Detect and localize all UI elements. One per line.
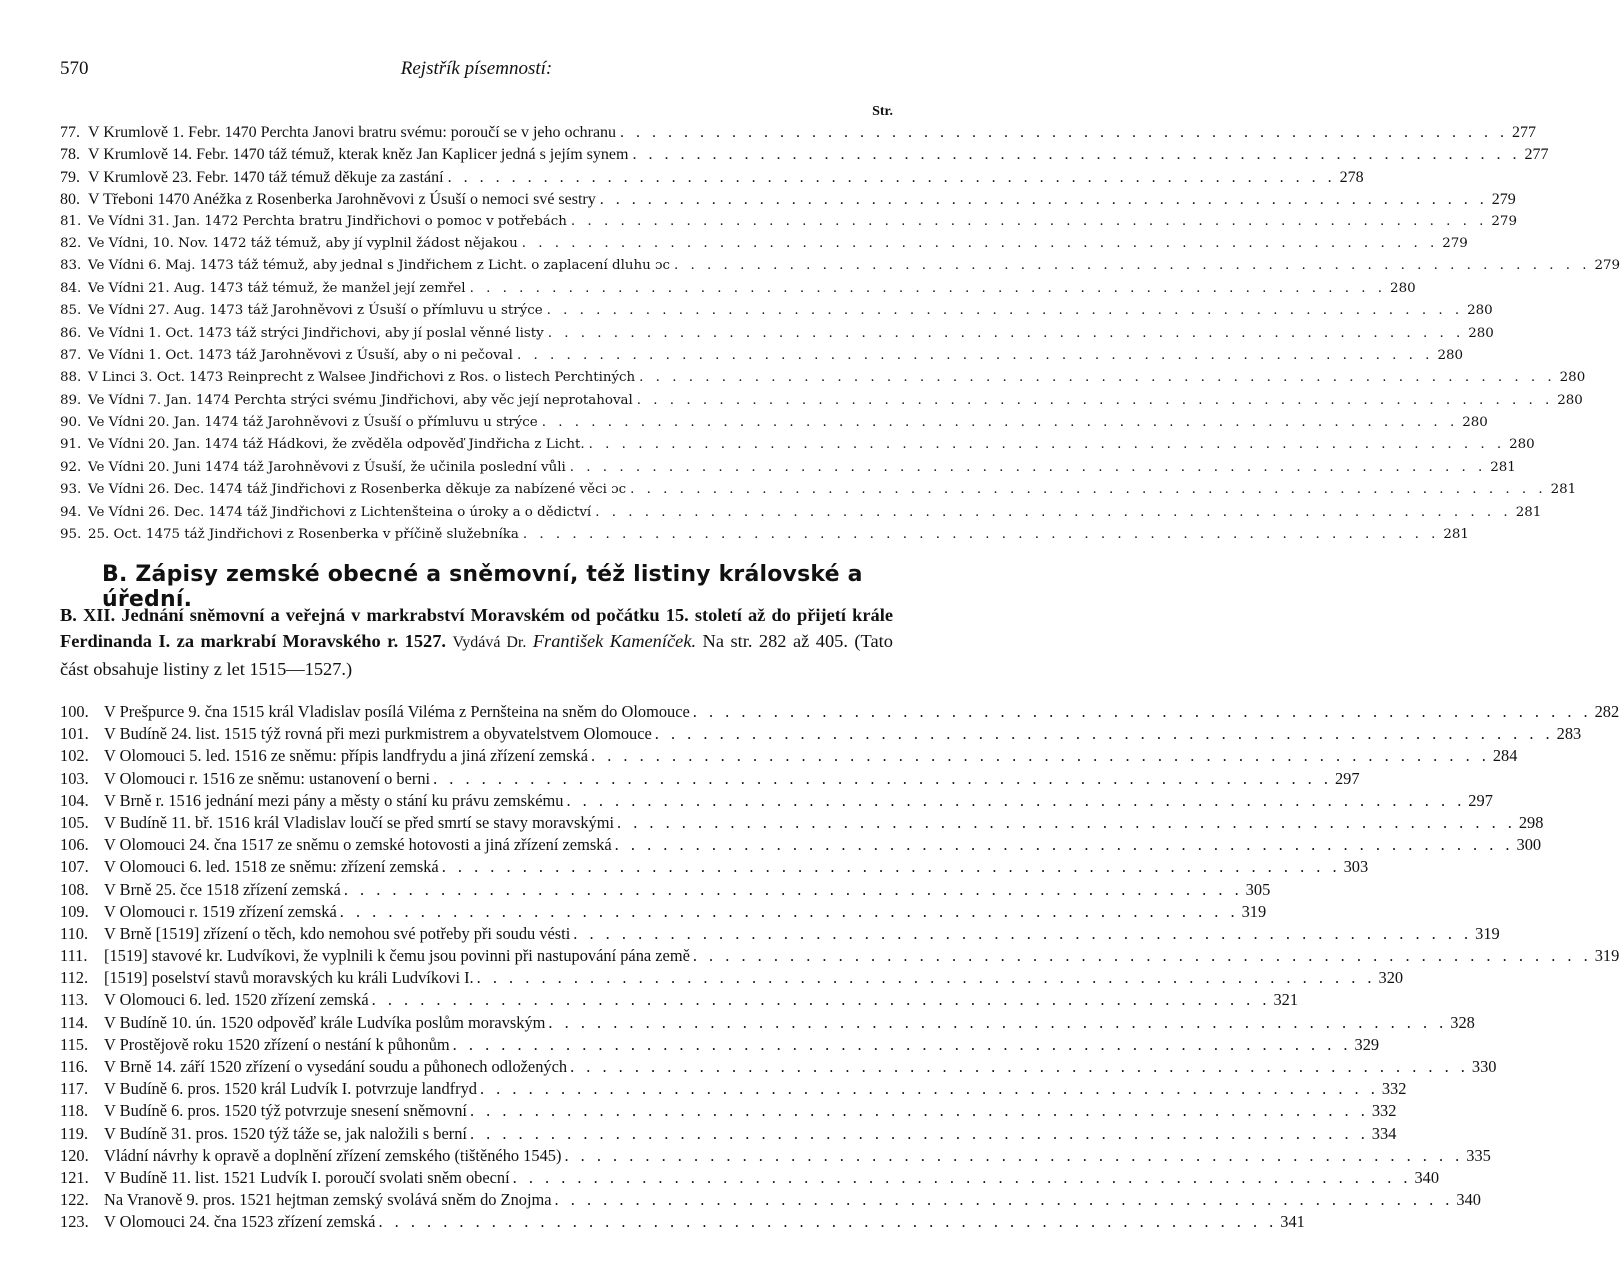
entry-number: 88. [60, 370, 82, 386]
entry-number: 102. [60, 746, 89, 766]
entry-text: V Krumlově 1. Febr. 1470 Perchta Janovi bratru svému: poroučí se v jeho ochranu [88, 124, 617, 141]
entry-text: V Budíně 11. bř. 1516 král Vladislav loučí se před smrtí se stavy moravskými [104, 812, 615, 832]
register-entry [60, 527, 1469, 549]
register-entry [60, 213, 1517, 236]
leader-dots: . . . . . . . . . . . . . . . . . . . . . . . . . . . . . . . . . . . . . . . . . . . . . . . . . . . . . . . . [516, 347, 1434, 363]
entry-number: 86. [60, 325, 82, 341]
entry-page: 334 [1371, 1123, 1397, 1143]
entry-text: V Olomouci r. 1519 zřízení zemská [104, 901, 337, 921]
register-entry [60, 990, 1299, 1012]
entry-number: 114. [60, 1012, 89, 1032]
entry-text: V Brně 25. čce 1518 zřízení zemská [104, 879, 341, 899]
leader-dots: . . . . . . . . . . . . . . . . . . . . . . . . . . . . . . . . . . . . . . . . . . . . . . . . . . . . . . . . [512, 1167, 1412, 1187]
leader-dots: . . . . . . . . . . . . . . . . . . . . . . . . . . . . . . . . . . . . . . . . . . . . . . . . . . . . . . . . [433, 768, 1332, 788]
entry-text: V Budíně 6. pros. 1520 král Ludvík I. potvrzuje landfryd [104, 1079, 477, 1099]
leader-dots: . . . . . . . . . . . . . . . . . . . . . . . . . . . . . . . . . . . . . . . . . . . . . . . . . . . . . . . . [692, 702, 1592, 721]
register-entry [60, 1145, 1491, 1168]
entry-page: 284 [1492, 746, 1518, 766]
entry-page: 298 [1518, 812, 1544, 832]
entry-text: V Olomouci r. 1516 ze sněmu: ustanovení o berni [104, 768, 431, 788]
entry-number: 109. [60, 901, 89, 921]
register-entry [60, 437, 1535, 459]
register-entry [60, 746, 1518, 768]
leader-dots: . . . . . . . . . . . . . . . . . . . . . . . . . . . . . . . . . . . . . . . . . . . . . . . . . . . . . . . . [441, 857, 1341, 877]
entry-text: Ve Vídni 26. Dec. 1474 táž Jindřichovi z Rosenberka děkuje za nabízené věci ɔc [88, 482, 627, 498]
entry-page: 332 [1371, 1101, 1397, 1121]
entry-text: Ve Vídni 7. Jan. 1474 Perchta strýci svému Jindřichovi, aby věc její neprotahoval [88, 392, 633, 408]
entry-number: 84. [60, 280, 82, 296]
entry-number: 113. [60, 990, 89, 1010]
register-list-a [60, 124, 1620, 549]
register-entry [60, 857, 1369, 879]
entry-text: Ve Vídni 20. Juni 1474 táž Jarohněvovi z Úsuší, že učinila poslední vůli [88, 459, 566, 475]
subsection-title: Jednání sněmovní a veřejná v markrabství Moravském od počátku 15. století až do přijetí krále Ferdinanda I. za markrabí Moravského r. 1527. [60, 605, 893, 651]
leader-dots: . . . . . . . . . . . . . . . . . . . . . . . . . . . . . . . . . . . . . . . . . . . . . . . . . . . . . . . . [378, 1212, 1278, 1232]
leader-dots: . . . . . . . . . . . . . . . . . . . . . . . . . . . . . . . . . . . . . . . . . . . . . . . . . . . . . . . . [479, 1079, 1379, 1099]
leader-dots: . . . . . . . . . . . . . . . . . . . . . . . . . . . . . . . . . . . . . . . . . . . . . . . . . . . . . . . . [632, 146, 1521, 164]
entry-page: 280 [1462, 415, 1488, 431]
entry-page: 335 [1466, 1145, 1491, 1165]
entry-text: Ve Vídni 6. Maj. 1473 táž témuž, aby jednal s Jindřichem z Licht. o zaplacení dluhu ɔc [88, 258, 671, 274]
entry-page: 278 [1339, 168, 1364, 186]
entry-text: Ve Vídni 31. Jan. 1472 Perchta bratru Jindřichovi o pomoc v potřebách [88, 213, 567, 229]
entry-number: 92. [60, 459, 82, 475]
register-entry [60, 968, 1404, 990]
entry-text: Ve Vídni 20. Jan. 1474 táž Hádkovi, že zvěděla odpověď Jindřicha z Licht. [88, 437, 585, 453]
entry-number: 123. [60, 1212, 89, 1232]
register-entry [60, 724, 1582, 746]
leader-dots: . . . . . . . . . . . . . . . . . . . . . . . . . . . . . . . . . . . . . . . . . . . . . . . . . . . . . . . . [541, 415, 1459, 431]
subsection-intro [60, 602, 893, 682]
entry-number: 115. [60, 1034, 89, 1054]
page-range: Na str. 282 až 405. [702, 631, 848, 651]
entry-number: 90. [60, 415, 82, 431]
entry-text: V Budíně 31. pros. 1520 týž táže se, jak naložili s berní [104, 1123, 467, 1143]
leader-dots: . . . . . . . . . . . . . . . . . . . . . . . . . . . . . . . . . . . . . . . . . . . . . . . . . . . . . . . . [674, 258, 1591, 274]
entry-page: 279 [1491, 213, 1517, 229]
entry-text: V Krumlově 23. Febr. 1470 táž témuž děkuje za zastání [88, 168, 444, 186]
register-entry [60, 303, 1493, 325]
register-entry [60, 235, 1468, 258]
leader-dots: . . . . . . . . . . . . . . . . . . . . . . . . . . . . . . . . . . . . . . . . . . . . . . . . . . . . . . . . [343, 879, 1243, 899]
register-entry [60, 347, 1463, 370]
entry-text: Ve Vídni 21. Aug. 1473 táž témuž, že manžel její zemřel [88, 280, 466, 296]
register-entry [60, 790, 1493, 813]
editor-prefix: Vydává Dr. [452, 634, 527, 651]
leader-dots: . . . . . . . . . . . . . . . . . . . . . . . . . . . . . . . . . . . . . . . . . . . . . . . . . . . . . . . . [452, 1034, 1352, 1054]
entry-page: 280 [1509, 437, 1535, 453]
entry-number: 91. [60, 437, 82, 453]
entry-number: 93. [60, 482, 82, 498]
entry-text: V Budíně 24. list. 1515 týž rovná při mezi purkmistrem a obyvatelstvem Olomouce [104, 724, 652, 744]
entry-text: V Třeboni 1470 Anéžka z Rosenberka Jarohněvovi z Úsuší o nemoci své sestry [88, 191, 596, 209]
entry-number: 79. [60, 168, 80, 186]
entry-page: 319 [1241, 901, 1267, 921]
entry-page: 329 [1354, 1034, 1380, 1054]
register-entry [60, 1190, 1481, 1212]
entry-page: 321 [1273, 990, 1299, 1010]
register-entry [60, 146, 1549, 168]
entry-number: 122. [60, 1190, 89, 1210]
entry-page: 280 [1390, 280, 1416, 296]
entry-page: 341 [1280, 1212, 1305, 1232]
page-number: 570 [60, 58, 89, 79]
register-entry [60, 1123, 1397, 1146]
leader-dots: . . . . . . . . . . . . . . . . . . . . . . . . . . . . . . . . . . . . . . . . . . . . . . . . . . . . . . . . [564, 1145, 1464, 1165]
register-entry [60, 258, 1620, 280]
entry-text: V Prostějově roku 1520 zřízení o nestání k půhonům [104, 1034, 450, 1054]
leader-dots: . . . . . . . . . . . . . . . . . . . . . . . . . . . . . . . . . . . . . . . . . . . . . . . . . . . . . . . . [469, 280, 1387, 296]
entry-page: 281 [1515, 504, 1542, 520]
leader-dots: . . . . . . . . . . . . . . . . . . . . . . . . . . . . . . . . . . . . . . . . . . . . . . . . . . . . . . . . [591, 746, 1490, 766]
register-entry [60, 482, 1577, 504]
entry-page: 300 [1516, 835, 1542, 855]
entry-number: 121. [60, 1167, 89, 1187]
entry-text: [1519] poselství stavů moravských ku králi Ludvíkovi I. [104, 968, 474, 988]
leader-dots: . . . . . . . . . . . . . . . . . . . . . . . . . . . . . . . . . . . . . . . . . . . . . . . . . . . . . . . . [546, 303, 1464, 319]
entry-page: 332 [1381, 1079, 1407, 1099]
entry-number: 83. [60, 258, 82, 274]
entry-text: Na Vranově 9. pros. 1521 hejtman zemský svolává sněm do Znojma [104, 1190, 552, 1210]
entry-number: 89. [60, 392, 82, 408]
entry-number: 100. [60, 702, 89, 721]
entry-text: V Budíně 11. list. 1521 Ludvík I. poroučí svolati sněm obecní [104, 1167, 510, 1187]
register-entry [60, 1057, 1497, 1079]
register-entry [60, 392, 1583, 415]
leader-dots: . . . . . . . . . . . . . . . . . . . . . . . . . . . . . . . . . . . . . . . . . . . . . . . . . . . . . . . . [588, 437, 1506, 453]
entry-number: 80. [60, 191, 80, 209]
entry-text: V Olomouci 24. čna 1523 zřízení zemská [104, 1212, 376, 1232]
entry-page: 277 [1512, 124, 1537, 141]
entry-page: 320 [1378, 968, 1404, 988]
entry-page: 330 [1471, 1057, 1497, 1076]
leader-dots: . . . . . . . . . . . . . . . . . . . . . . . . . . . . . . . . . . . . . . . . . . . . . . . . . . . . . . . . [692, 946, 1592, 966]
entry-text: V Olomouci 6. led. 1518 ze sněmu: zřízení zemská [104, 857, 439, 877]
entry-text: Vládní návrhy k opravě a doplnění zřízení zemského (tištěného 1545) [104, 1145, 562, 1165]
entry-page: 319 [1475, 923, 1500, 943]
entry-number: 103. [60, 768, 89, 788]
register-entry [60, 702, 1620, 724]
entry-text: Ve Vídni 1. Oct. 1473 táž strýci Jindřichovi, aby jí poslal věnné listy [88, 325, 544, 341]
entry-number: 104. [60, 790, 89, 810]
leader-dots: . . . . . . . . . . . . . . . . . . . . . . . . . . . . . . . . . . . . . . . . . . . . . . . . . . . . . . . . [547, 325, 1465, 341]
register-entry [60, 946, 1620, 968]
entry-page: 279 [1442, 235, 1468, 251]
leader-dots: . . . . . . . . . . . . . . . . . . . . . . . . . . . . . . . . . . . . . . . . . . . . . . . . . . . . . . . . [599, 191, 1488, 209]
entry-page: 328 [1450, 1012, 1475, 1032]
entry-text: V Brně 14. září 1520 zřízení o vysedání soudu a půhonech odložených [104, 1057, 568, 1076]
register-entry [60, 1167, 1440, 1190]
entry-number: 116. [60, 1057, 89, 1076]
register-entry [60, 923, 1500, 946]
leader-dots: . . . . . . . . . . . . . . . . . . . . . . . . . . . . . . . . . . . . . . . . . . . . . . . . . . . . . . . . [639, 370, 1556, 386]
leader-dots: . . . . . . . . . . . . . . . . . . . . . . . . . . . . . . . . . . . . . . . . . . . . . . . . . . . . . . . . [447, 168, 1336, 186]
entry-page: 279 [1594, 258, 1620, 274]
entry-page: 277 [1524, 146, 1549, 164]
entry-number: 120. [60, 1145, 89, 1165]
editor-name: František Kameníček. [532, 631, 697, 651]
register-entry [60, 835, 1542, 857]
leader-dots: . . . . . . . . . . . . . . . . . . . . . . . . . . . . . . . . . . . . . . . . . . . . . . . . . . . . . . . . [476, 968, 1376, 988]
entry-text: V Prešpurce 9. čna 1515 král Vladislav posílá Viléma z Pernšteina na sněm do Olomouce [104, 702, 690, 721]
entry-text: Ve Vídni 20. Jan. 1474 táž Jarohněvovi z Úsuší o přímluvu u strýce [88, 415, 538, 431]
entry-text: Ve Vídni, 10. Nov. 1472 táž témuž, aby jí vyplnil žádost nějakou [88, 235, 518, 251]
entry-text: V Budíně 10. ún. 1520 odpověď krále Ludvíka poslům moravským [104, 1012, 546, 1032]
entry-number: 111. [60, 946, 88, 966]
entry-page: 280 [1559, 370, 1586, 386]
entry-number: 110. [60, 923, 89, 943]
register-entry [60, 812, 1544, 835]
page-column-label: Str. [872, 104, 893, 119]
register-entry [60, 191, 1516, 213]
section-heading: B. Zápisy zemské obecné a sněmovní, též listiny královské a úřední. [102, 562, 863, 612]
leader-dots: . . . . . . . . . . . . . . . . . . . . . . . . . . . . . . . . . . . . . . . . . . . . . . . . . . . . . . . . [595, 504, 1512, 520]
entry-page: 303 [1343, 857, 1369, 877]
register-entry [60, 879, 1271, 902]
entry-number: 107. [60, 857, 89, 877]
entry-number: 106. [60, 835, 89, 855]
entry-number: 81. [60, 213, 82, 229]
entry-page: 283 [1556, 724, 1582, 744]
entry-page: 282 [1594, 702, 1620, 721]
register-entry [60, 280, 1416, 303]
entry-number: 118. [60, 1101, 89, 1121]
leader-dots: . . . . . . . . . . . . . . . . . . . . . . . . . . . . . . . . . . . . . . . . . . . . . . . . . . . . . . . . [570, 213, 1488, 229]
register-entry [60, 901, 1267, 924]
leader-dots: . . . . . . . . . . . . . . . . . . . . . . . . . . . . . . . . . . . . . . . . . . . . . . . . . . . . . . . . [371, 990, 1271, 1010]
subsection-code: B. XII. [60, 605, 116, 625]
entry-text: Ve Vídni 27. Aug. 1473 táž Jarohněvovi z Úsuší o přímluvu u strýce [88, 303, 543, 319]
register-entry [60, 325, 1494, 348]
running-title: Rejstřík písemností: [400, 58, 553, 79]
entry-text: V Linci 3. Oct. 1473 Reinprecht z Walsee Jindřichovi z Ros. o listech Perchtiných [88, 370, 636, 386]
leader-dots: . . . . . . . . . . . . . . . . . . . . . . . . . . . . . . . . . . . . . . . . . . . . . . . . . . . . . . . . [521, 235, 1439, 251]
entry-page: 280 [1468, 325, 1494, 341]
register-entry [60, 768, 1360, 791]
entry-number: 101. [60, 724, 89, 744]
entry-page: 305 [1245, 879, 1271, 899]
page-header [60, 58, 893, 82]
register-entry [60, 1212, 1305, 1234]
entry-number: 112. [60, 968, 89, 988]
leader-dots: . . . . . . . . . . . . . . . . . . . . . . . . . . . . . . . . . . . . . . . . . . . . . . . . . . . . . . . . [548, 1012, 1448, 1032]
entry-number: 78. [60, 146, 80, 164]
entry-text: 25. Oct. 1475 táž Jindřichovi z Rosenberka v příčině služebníka [88, 527, 519, 543]
entry-page: 280 [1437, 347, 1463, 363]
leader-dots: . . . . . . . . . . . . . . . . . . . . . . . . . . . . . . . . . . . . . . . . . . . . . . . . . . . . . . . . [469, 1101, 1369, 1121]
entry-number: 94. [60, 504, 82, 520]
entry-page: 280 [1467, 303, 1493, 319]
leader-dots: . . . . . . . . . . . . . . . . . . . . . . . . . . . . . . . . . . . . . . . . . . . . . . . . . . . . . . . . [339, 901, 1239, 921]
subsection-note: (Tato část obsahuje listiny z let 1515—1527.) [60, 631, 893, 679]
entry-text: V Olomouci 24. čna 1517 ze sněmu o zemské hotovosti a jiná zřízení zemská [104, 835, 612, 855]
entry-number: 82. [60, 235, 82, 251]
leader-dots: . . . . . . . . . . . . . . . . . . . . . . . . . . . . . . . . . . . . . . . . . . . . . . . . . . . . . . . . [469, 1123, 1369, 1143]
entry-page: 280 [1557, 392, 1583, 408]
entry-page: 281 [1550, 482, 1577, 498]
register-entry [60, 1079, 1407, 1101]
entry-number: 77. [60, 124, 80, 141]
entry-text: [1519] stavové kr. Ludvíkovi, že vyplnili k čemu jsou povinni při nastupování pána země [104, 946, 690, 966]
entry-page: 340 [1456, 1190, 1481, 1210]
entry-text: V Brně [1519] zřízení o těch, kdo nemohou své potřeby při soudu vésti [104, 923, 571, 943]
leader-dots: . . . . . . . . . . . . . . . . . . . . . . . . . . . . . . . . . . . . . . . . . . . . . . . . . . . . . . . . [630, 482, 1547, 498]
entry-page: 340 [1414, 1167, 1440, 1187]
leader-dots: . . . . . . . . . . . . . . . . . . . . . . . . . . . . . . . . . . . . . . . . . . . . . . . . . . . . . . . . [636, 392, 1554, 408]
leader-dots: . . . . . . . . . . . . . . . . . . . . . . . . . . . . . . . . . . . . . . . . . . . . . . . . . . . . . . . . [654, 724, 1554, 744]
register-entry [60, 1034, 1380, 1057]
leader-dots: . . . . . . . . . . . . . . . . . . . . . . . . . . . . . . . . . . . . . . . . . . . . . . . . . . . . . . . . [620, 124, 1509, 141]
leader-dots: . . . . . . . . . . . . . . . . . . . . . . . . . . . . . . . . . . . . . . . . . . . . . . . . . . . . . . . . [617, 812, 1516, 832]
entry-page: 281 [1443, 527, 1469, 543]
register-entry [60, 168, 1364, 191]
entry-number: 87. [60, 347, 82, 363]
entry-number: 117. [60, 1079, 89, 1099]
entry-number: 119. [60, 1123, 89, 1143]
entry-page: 319 [1594, 946, 1620, 966]
register-list-b [60, 702, 1620, 1235]
leader-dots: . . . . . . . . . . . . . . . . . . . . . . . . . . . . . . . . . . . . . . . . . . . . . . . . . . . . . . . . [570, 1057, 1469, 1076]
register-entry [60, 415, 1488, 437]
entry-text: V Brně r. 1516 jednání mezi pány a městy o stání ku právu zemskému [104, 790, 564, 810]
leader-dots: . . . . . . . . . . . . . . . . . . . . . . . . . . . . . . . . . . . . . . . . . . . . . . . . . . . . . . . . [522, 527, 1440, 543]
register-entry [60, 1101, 1397, 1123]
leader-dots: . . . . . . . . . . . . . . . . . . . . . . . . . . . . . . . . . . . . . . . . . . . . . . . . . . . . . . . . [566, 790, 1466, 810]
entry-number: 85. [60, 303, 82, 319]
register-entry [60, 370, 1586, 392]
entry-text: V Olomouci 6. led. 1520 zřízení zemská [104, 990, 369, 1010]
entry-text: V Olomouci 5. led. 1516 ze sněmu: přípis landfrydu a jiná zřízení zemská [104, 746, 589, 766]
entry-text: Ve Vídni 1. Oct. 1473 táž Jarohněvovi z Úsuší, aby o ni pečoval [88, 347, 513, 363]
entry-page: 279 [1491, 191, 1516, 209]
entry-page: 297 [1334, 768, 1360, 788]
entry-number: 95. [60, 527, 82, 543]
register-entry [60, 504, 1542, 527]
leader-dots: . . . . . . . . . . . . . . . . . . . . . . . . . . . . . . . . . . . . . . . . . . . . . . . . . . . . . . . . [614, 835, 1514, 855]
entry-page: 297 [1468, 790, 1493, 810]
entry-text: Ve Vídni 26. Dec. 1474 táž Jindřichovi z Lichtenšteina o úroky a o dědictví [88, 504, 592, 520]
entry-number: 108. [60, 879, 89, 899]
leader-dots: . . . . . . . . . . . . . . . . . . . . . . . . . . . . . . . . . . . . . . . . . . . . . . . . . . . . . . . . [573, 923, 1473, 943]
entry-page: 281 [1490, 459, 1516, 475]
entry-text: V Krumlově 14. Febr. 1470 táž témuž, kterak kněz Jan Kaplicer jedná s jejím synem [88, 146, 629, 164]
entry-text: V Budíně 6. pros. 1520 týž potvrzuje snesení sněmovní [104, 1101, 467, 1121]
register-entry [60, 124, 1537, 146]
register-entry [60, 459, 1516, 482]
entry-number: 105. [60, 812, 89, 832]
leader-dots: . . . . . . . . . . . . . . . . . . . . . . . . . . . . . . . . . . . . . . . . . . . . . . . . . . . . . . . . [554, 1190, 1454, 1210]
leader-dots: . . . . . . . . . . . . . . . . . . . . . . . . . . . . . . . . . . . . . . . . . . . . . . . . . . . . . . . . [569, 459, 1487, 475]
register-entry [60, 1012, 1475, 1035]
